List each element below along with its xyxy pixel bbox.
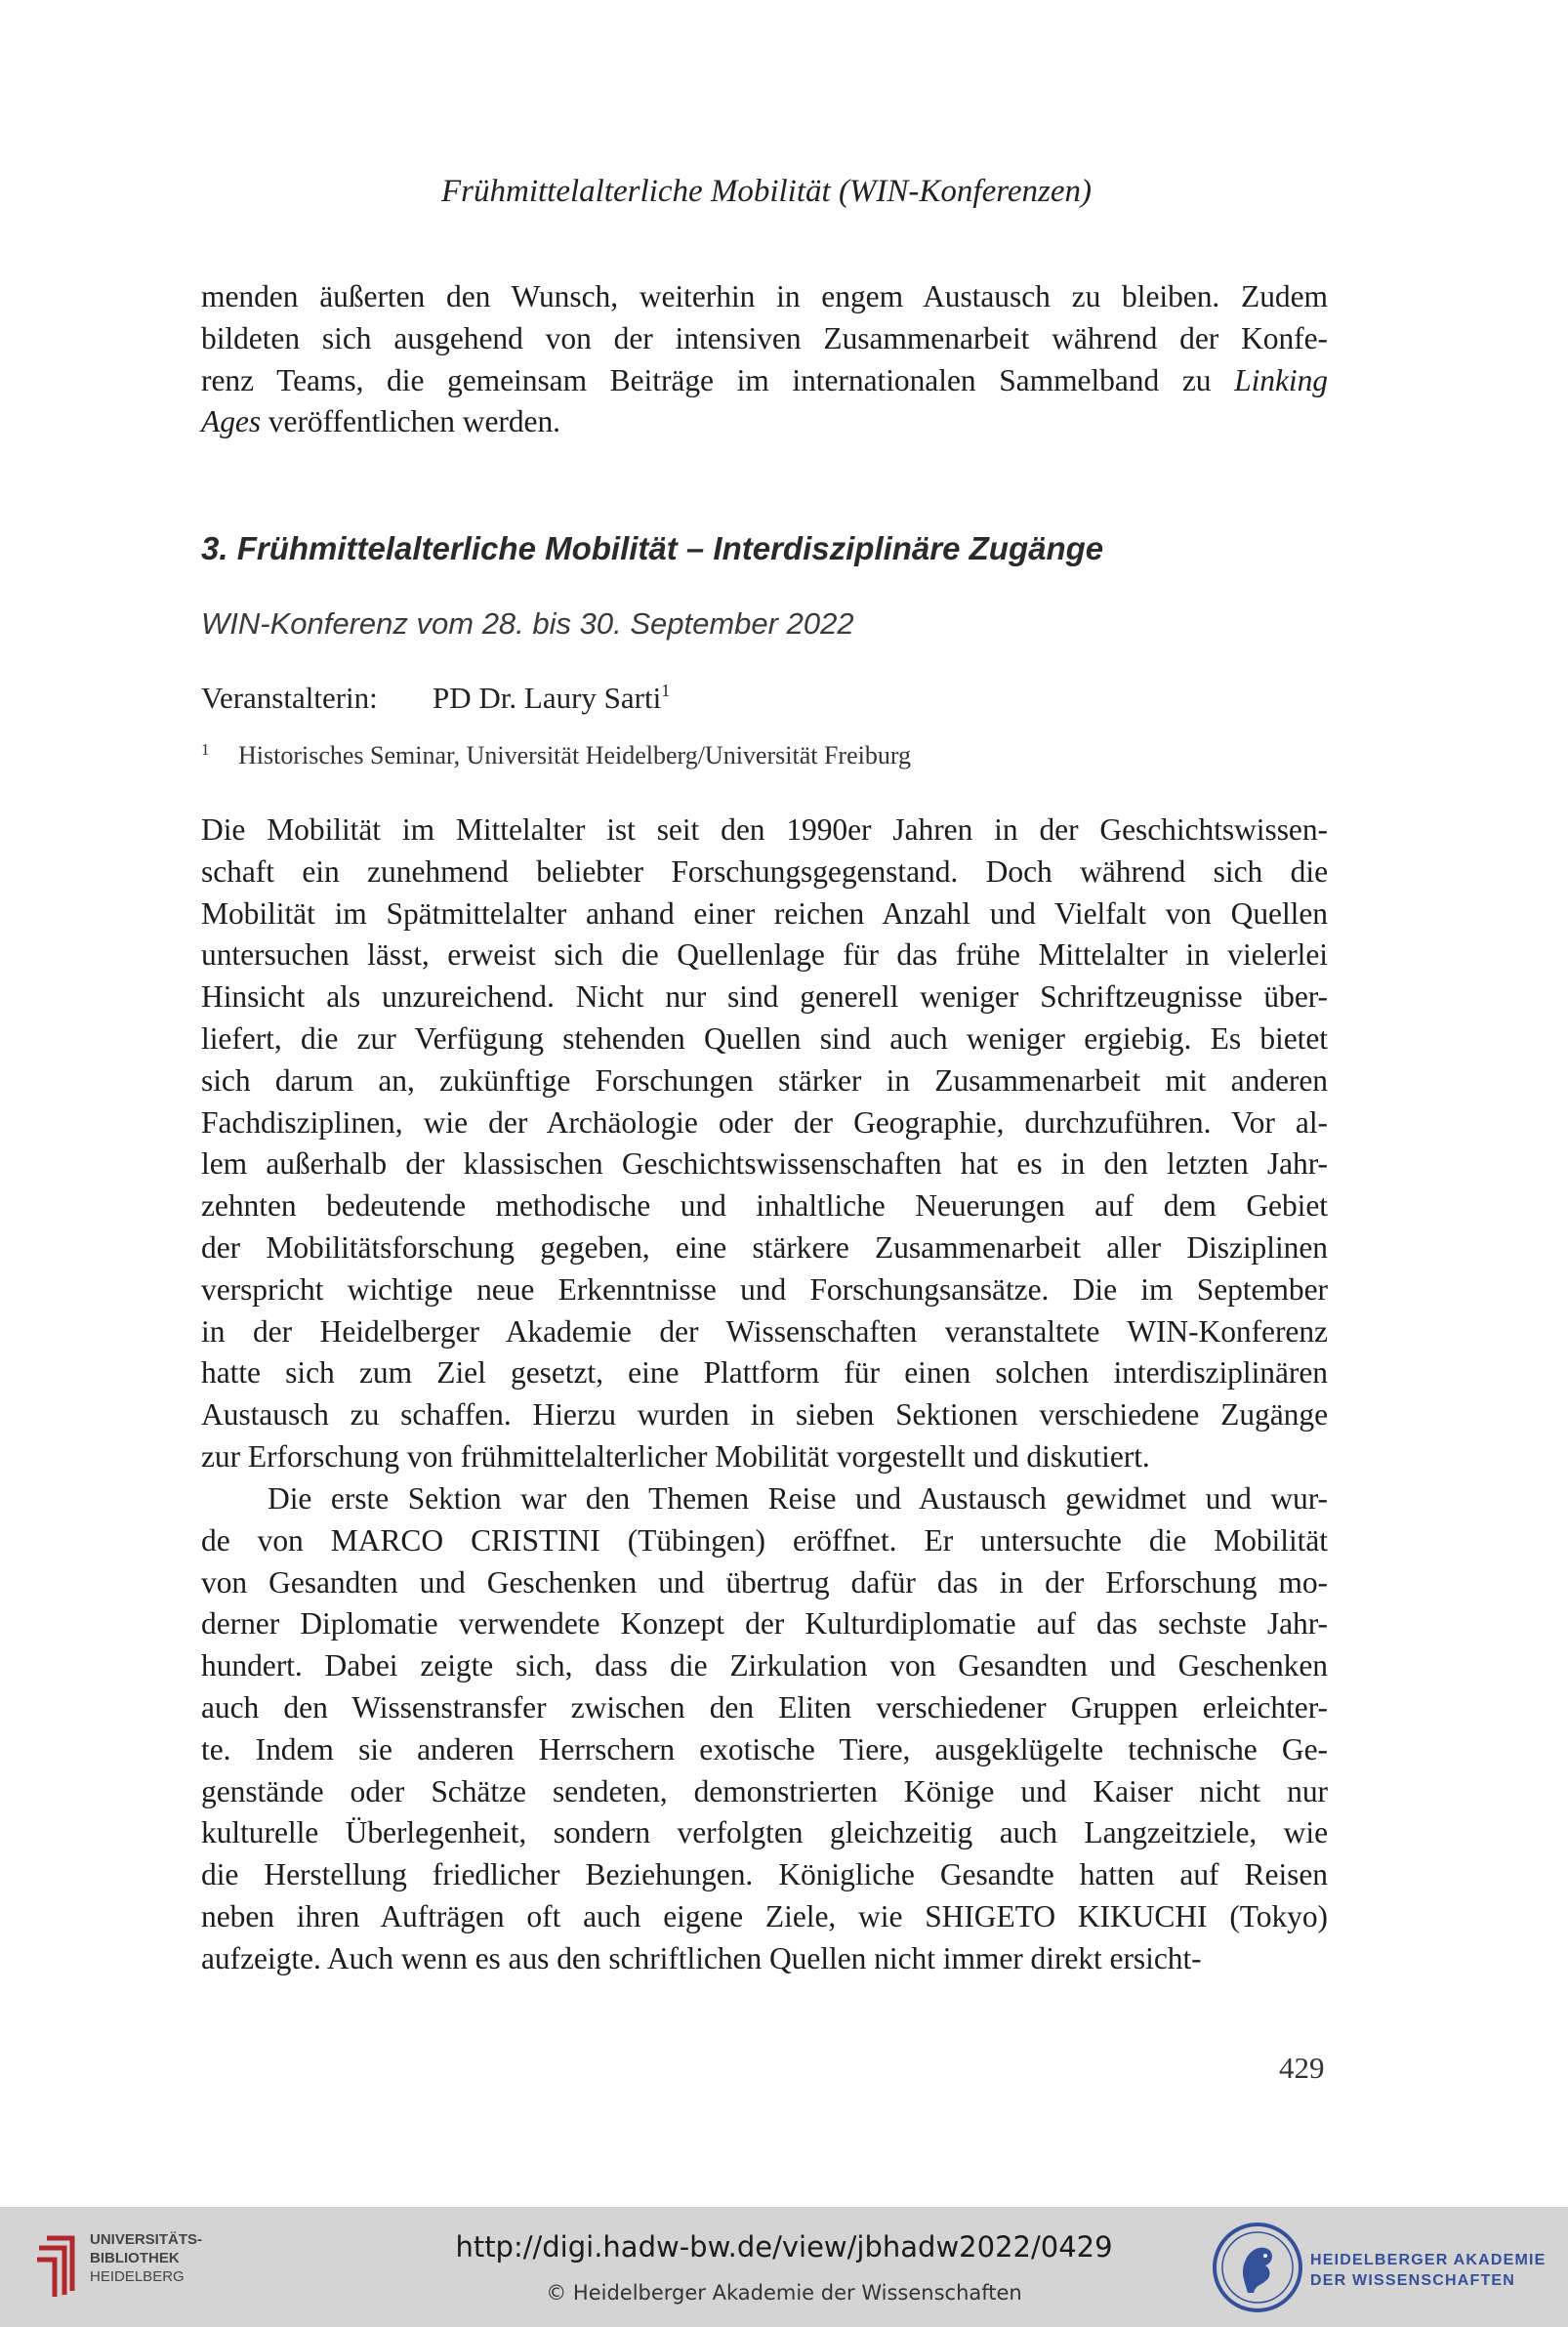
- text-line: der Mobilitätsforschung gegeben, eine stärkere Zusammenarbeit aller Disziplinen: [201, 1229, 1328, 1265]
- text-line: die Herstellung friedlicher Beziehungen. Königliche Gesandte hatten auf Reisen: [201, 1857, 1328, 1892]
- italic-title: Linking: [1234, 362, 1328, 397]
- text-line: in der Heidelberger Akademie der Wissenschaften veranstaltete WIN-Konferenz: [201, 1313, 1328, 1349]
- text-line: renz Teams, die gemeinsam Beiträge im internationalen Sammelband zu Linking: [201, 362, 1328, 397]
- body-paragraph-1: [201, 810, 1328, 1478]
- text-line: Hinsicht als unzureichend. Nicht nur sind generell weniger Schriftzeugnisse über-: [201, 979, 1328, 1015]
- footnote-text: Historisches Seminar, Universität Heidelberg/Universität Freiburg: [238, 741, 912, 769]
- text-line: schaft ein zunehmend beliebter Forschungsgegenstand. Doch während sich die: [201, 853, 1328, 889]
- footnote-ref: 1: [661, 681, 671, 700]
- text-line: Mobilität im Spätmittelalter anhand einer reichen Anzahl und Vielfalt von Quellen: [201, 895, 1328, 931]
- text-line: menden äußerten den Wunsch, weiterhin in engem Austausch zu bleiben. Zudem: [201, 279, 1328, 313]
- text-line: untersuchen lässt, erweist sich die Quellenlage für das frühe Mittelalter in vielerlei: [201, 937, 1328, 973]
- text-line: sich darum an, zukünftige Forschungen stärker in Zusammenarbeit mit anderen: [201, 1062, 1328, 1098]
- text-line: neben ihren Aufträgen oft auch eigene Ziele, wie SHIGETO KIKUCHI (Tokyo): [201, 1898, 1328, 1933]
- viewer-footer: [0, 2207, 1568, 2327]
- text-line: verspricht wichtige neue Erkenntnisse und Forschungsansätze. Die im September: [201, 1271, 1328, 1307]
- organizer-name: PD Dr. Laury Sarti: [433, 681, 662, 715]
- text-line: lem außerhalb der klassischen Geschichtswissenschaften hat es in den letzten Jahr-: [201, 1146, 1328, 1182]
- library-name: UNIVERSITÄTS- BIBLIOTHEK HEIDELBERG: [90, 2231, 203, 2285]
- organizer-label: Veranstalterin:: [201, 681, 378, 715]
- text-line: zur Erforschung von frühmittelalterlicher Mobilität vorgestellt und diskutiert.: [201, 1438, 1150, 1474]
- section-subheading: WIN-Konferenz vom 28. bis 30. September 2022: [201, 606, 854, 641]
- text-line: kulturelle Überlegenheit, sondern verfolgten gleichzeitig auch Langzeitziele, wie: [201, 1815, 1328, 1850]
- text-line: derner Diplomatie verwendete Konzept der Kulturdiplomatie auf das sechste Jahr-: [201, 1606, 1328, 1641]
- organizer-line: [201, 681, 670, 716]
- section-heading: 3. Frühmittelalterliche Mobilität – Interdisziplinäre Zugänge: [201, 530, 1104, 566]
- text-line: genstände oder Schätze sendeten, demonstrierten Könige und Kaiser nicht nur: [201, 1773, 1328, 1808]
- text-line: Die Mobilität im Mittelalter ist seit den 1990er Jahren in der Geschichtswissen-: [201, 812, 1328, 847]
- footnote-mark: 1: [201, 740, 210, 759]
- footnote: [201, 740, 911, 770]
- text-line: Fachdisziplinen, wie der Archäologie oder der Geographie, durchzuführen. Vor al-: [201, 1104, 1328, 1140]
- italic-title: Ages: [201, 404, 262, 439]
- text-line: aufzeigte. Auch wenn es aus den schriftlichen Quellen nicht immer direkt ersicht-: [201, 1940, 1202, 1975]
- text-line: te. Indem sie anderen Herrschern exotische Tiere, ausgeklügelte technische Ge-: [201, 1731, 1328, 1766]
- text-line: von Gesandten und Geschenken und übertrug dafür das in der Erforschung mo-: [201, 1564, 1328, 1600]
- text-line: Austausch zu schaffen. Hierzu wurden in sieben Sektionen verschiedene Zugänge: [201, 1397, 1328, 1433]
- copyright-notice: © Heidelberger Akademie der Wissenschaften: [546, 2281, 1022, 2305]
- page-url-link[interactable]: http://digi.hadw-bw.de/view/jbhadw2022/0429: [455, 2230, 1113, 2264]
- text-line: de von MARCO CRISTINI (Tübingen) eröffnet. Er untersuchte die Mobilität: [201, 1522, 1328, 1558]
- text-line: auch den Wissenstransfer zwischen den Eliten verschiedener Gruppen erleichter-: [201, 1689, 1328, 1724]
- intro-paragraph: [201, 276, 1328, 443]
- page-number: 429: [1279, 2051, 1325, 2085]
- running-head: Frühmittelalterliche Mobilität (WIN-Konferenzen): [441, 174, 1092, 209]
- text-line: hatte sich zum Ziel gesetzt, eine Plattform für einen solchen interdisziplinären: [201, 1355, 1328, 1391]
- text-line: Die erste Sektion war den Themen Reise und Austausch gewidmet und wur-: [268, 1481, 1328, 1516]
- text-line: bildeten sich ausgehend von der intensiven Zusammenarbeit während der Konfe-: [201, 320, 1328, 355]
- body-paragraph-2: [201, 1478, 1328, 1980]
- text-line: liefert, die zur Verfügung stehenden Quellen sind auch weniger ergiebig. Es bietet: [201, 1020, 1328, 1056]
- text-line: Ages veröffentlichen werden.: [201, 404, 560, 439]
- text-line: hundert. Dabei zeigte sich, dass die Zirkulation von Gesandten und Geschenken: [201, 1648, 1328, 1683]
- text-line: zehnten bedeutende methodische und inhaltliche Neuerungen auf dem Gebiet: [201, 1188, 1328, 1224]
- academy-seal-icon: [1211, 2221, 1304, 2314]
- academy-name: HEIDELBERGER AKADEMIE DER WISSENSCHAFTEN: [1310, 2252, 1547, 2289]
